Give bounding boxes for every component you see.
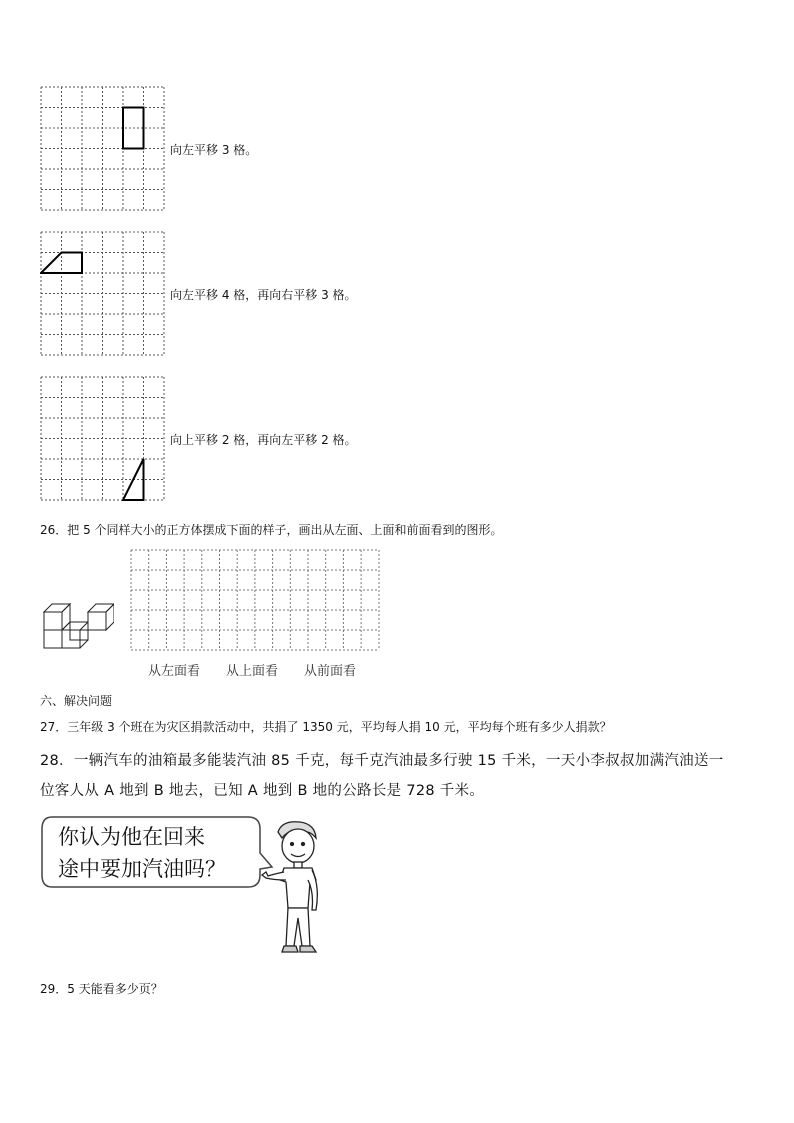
label-top-view: 从上面看 bbox=[226, 664, 279, 679]
section-title: 六、解决问题 bbox=[40, 694, 113, 708]
question-28-line-2: 位客人从 A 地到 B 地去，已知 A 地到 B 地的公路长是 728 千米。 bbox=[40, 783, 485, 799]
question-26: 26．把 5 个同样大小的正方体摆成下面的样子，画出从左面、上面和前面看到的图形。 bbox=[40, 523, 503, 537]
grid-translation-3 bbox=[40, 376, 166, 502]
cube-stack-figure bbox=[42, 596, 114, 650]
question-28-line-1: 28．一辆汽车的油箱最多能装汽油 85 千克，每千克汽油最多行驶 15 千米，一天小李叔叔加满汽油送一 bbox=[40, 753, 724, 769]
instruction-3: 向上平移 2 格，再向左平移 2 格。 bbox=[170, 433, 357, 447]
question-29: 29．5 天能看多少页？ bbox=[40, 982, 163, 996]
grid-translation-1 bbox=[40, 86, 166, 212]
boy-illustration bbox=[260, 818, 335, 958]
instruction-2: 向左平移 4 格，再向右平移 3 格。 bbox=[170, 288, 357, 302]
label-left-view: 从左面看 bbox=[148, 664, 201, 679]
question-27: 27．三年级 3 个班在为灾区捐款活动中，共捐了 1350 元，平均每人捐 10 元，平均每个班有多少人捐款？ bbox=[40, 720, 612, 734]
bubble-text-2: 途中要加汽油吗？ bbox=[58, 857, 226, 881]
answer-grid-views bbox=[130, 549, 380, 651]
grid-translation-2 bbox=[40, 231, 166, 357]
bubble-text-1: 你认为他在回来 bbox=[58, 825, 205, 849]
instruction-1: 向左平移 3 格。 bbox=[170, 143, 258, 157]
label-front-view: 从前面看 bbox=[304, 664, 357, 679]
